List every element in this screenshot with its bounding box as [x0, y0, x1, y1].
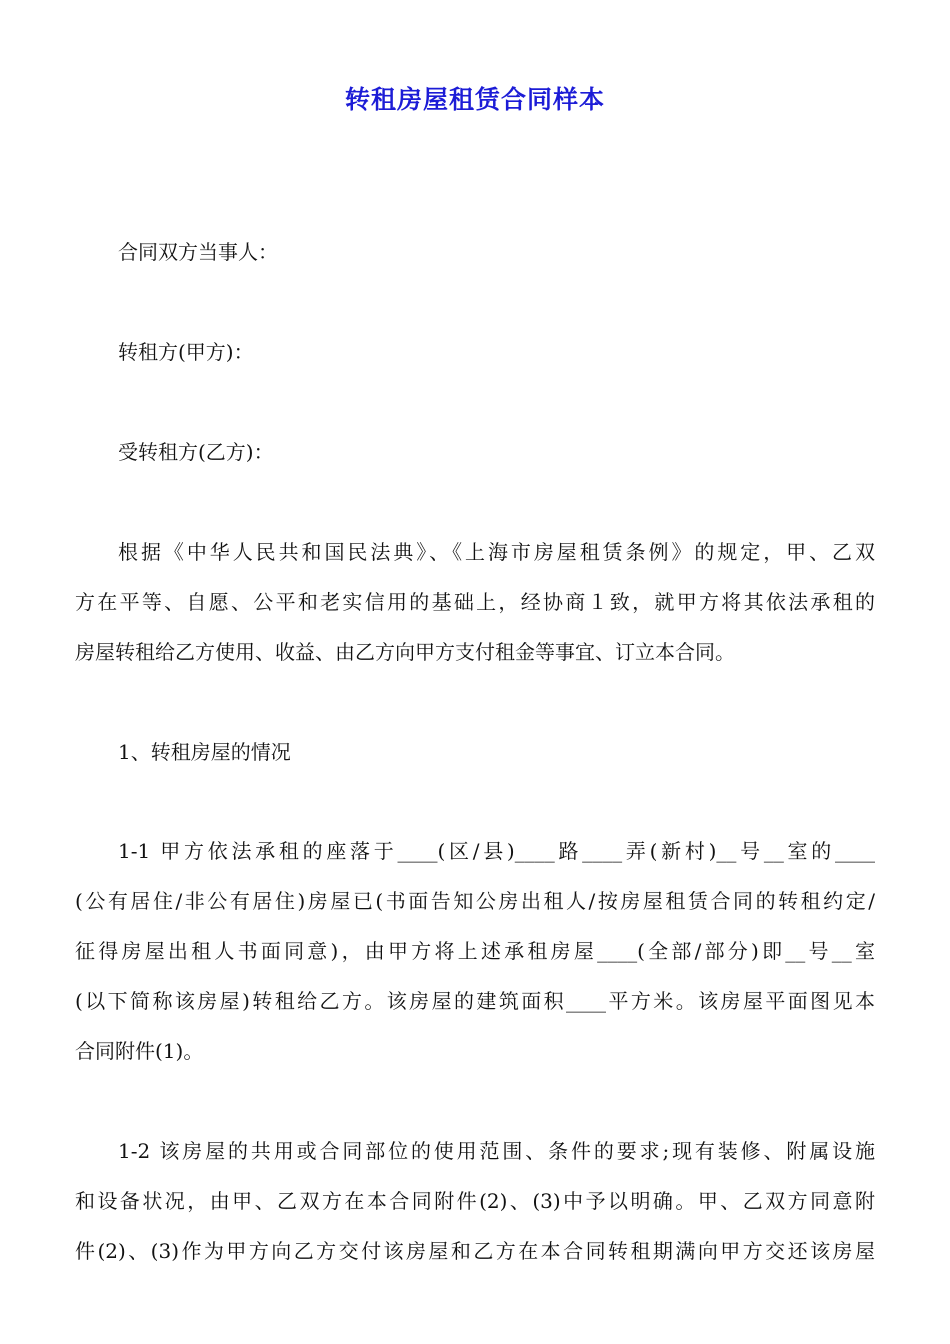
- paragraph-line: 和设备状况，由甲、乙双方在本合同附件(2)、(3)中予以明确。甲、乙双方同意附: [75, 1189, 875, 1213]
- paragraph-line: 根据《中华人民共和国民法典》、《上海市房屋租赁条例》的规定，甲、乙双: [118, 540, 875, 564]
- paragraph-line: 房屋转租给乙方使用、收益、由乙方向甲方支付租金等事宜、订立本合同。: [75, 640, 735, 664]
- parties-heading: 合同双方当事人：: [118, 240, 278, 264]
- sublessee-line: 受转租方(乙方)：: [118, 440, 274, 464]
- document-title: 转租房屋租赁合同样本: [344, 85, 605, 114]
- paragraph-line: 1-1 甲方依法承租的座落于____(区/县)____路____弄(新村)__号__室的____: [118, 839, 875, 863]
- paragraph-line: 1-2 该房屋的共用或合同部位的使用范围、条件的要求;现有装修、附属设施: [118, 1139, 875, 1163]
- paragraph-line: 件(2)、(3)作为甲方向乙方交付该房屋和乙方在本合同转租期满向甲方交还该房屋: [75, 1239, 875, 1263]
- paragraph-line: 合同附件(1)。: [75, 1039, 204, 1063]
- paragraph-line: (以下简称该房屋)转租给乙方。该房屋的建筑面积____平方米。该房屋平面图见本: [75, 989, 875, 1013]
- section-heading: 1、转租房屋的情况: [118, 740, 291, 764]
- paragraph-line: 方在平等、自愿、公平和老实信用的基础上，经协商１致，就甲方将其依法承租的: [75, 590, 875, 614]
- sublessor-line: 转租方(甲方)：: [118, 340, 254, 364]
- paragraph-line: (公有居住/非公有居住)房屋已(书面告知公房出租人/按房屋租赁合同的转租约定/: [75, 889, 875, 913]
- paragraph-line: 征得房屋出租人书面同意)，由甲方将上述承租房屋____(全部/部分)即__号__室: [75, 939, 875, 963]
